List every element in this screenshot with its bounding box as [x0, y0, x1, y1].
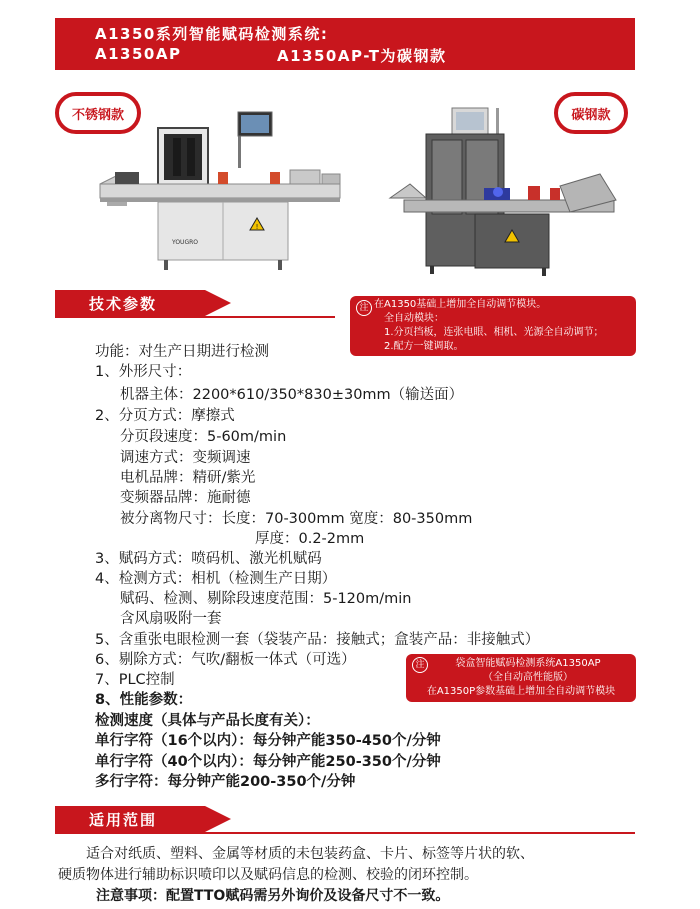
- spec-fan: 含风扇吸附一套: [120, 611, 222, 627]
- scope-line-2: 硬质物体进行辅助标识喷印以及赋码信息的检测、校验的闭环控制。: [58, 867, 478, 883]
- note2-line: 在A1350P参数基础上增加全自动调节模块: [426, 686, 616, 697]
- machine-illustration: [60, 88, 640, 288]
- note-icon-2: 注: [412, 657, 428, 673]
- spec-thickness: 厚度：0.2-2mm: [255, 531, 365, 547]
- note2-line: （全自动高性能版）: [483, 672, 573, 683]
- title-model-b: A1350AP-T为碳钢款: [277, 47, 447, 65]
- auto-module-note: [350, 296, 636, 356]
- scope-line-1: 适合对纸质、塑料、金属等材质的未包装药盒、卡片、标签等片状的软、: [86, 846, 534, 862]
- note-line: 全自动模块：: [384, 313, 444, 324]
- spec-object-size: 被分离物尺寸：长度：70-300mm 宽度：80-350mm: [120, 511, 473, 527]
- stainless-machine-image: [100, 112, 340, 270]
- spec-detect-speed: 检测速度（具体与产品长度有关）：: [95, 713, 320, 729]
- machine-photos: [60, 88, 640, 288]
- spec-motor-brand: 电机品牌：精研/紫光: [120, 470, 256, 486]
- spec-double-sheet: 5、含重张电眼检测一套（袋装产品：接触式；盒装产品：非接触式）: [95, 632, 540, 648]
- note-line: 2.配方一键调取。: [384, 341, 464, 352]
- spec-dimensions: 1、外形尺寸：: [95, 364, 192, 380]
- spec-single-16: 单行字符（16个以内）：每分钟产能350-450个/分钟: [95, 733, 441, 749]
- spec-plc: 7、PLC控制: [95, 672, 175, 688]
- spec-body-size: 机器主体：2200*610/350*830±30mm（输送面）: [120, 387, 464, 403]
- spec-paging-method: 2、分页方式：摩擦式: [95, 408, 235, 424]
- note-line: 在A1350基础上增加全自动调节模块。: [374, 299, 547, 310]
- scope-section-underline: [55, 832, 635, 834]
- note2-line: 袋盒智能赋码检测系统A1350AP: [455, 658, 601, 669]
- note-line: 1.分页挡板，连张电眼、相机、光源全自动调节；: [384, 327, 604, 338]
- tech-section-header: [55, 290, 205, 316]
- spec-multi-line: 多行字符：每分钟产能200-350个/分钟: [95, 774, 356, 790]
- title-banner: [55, 18, 635, 70]
- spec-reject-method: 6、剔除方式：气吹/翻板一体式（可选）: [95, 652, 356, 668]
- scope-section-title: 适用范围: [89, 810, 158, 829]
- spec-paging-speed: 分页段速度：5-60m/min: [120, 429, 287, 445]
- carbon-steel-badge: 碳钢款: [554, 92, 628, 134]
- spec-detection-method: 4、检测方式：相机（检测生产日期）: [95, 571, 337, 587]
- spec-speed-range: 赋码、检测、剔除段速度范围：5-120m/min: [120, 591, 412, 607]
- note-icon: 注: [356, 300, 372, 316]
- spec-inverter-brand: 变频器品牌：施耐德: [120, 490, 251, 506]
- spec-single-40: 单行字符（40个以内）：每分钟产能250-350个/分钟: [95, 754, 441, 770]
- brand-mark: YOUGRO: [172, 239, 198, 246]
- ap-version-note: [406, 654, 636, 702]
- spec-coding-method: 3、赋码方式：喷码机、激光机赋码: [95, 551, 322, 567]
- stainless-badge: 不锈钢款: [55, 92, 141, 134]
- spec-speed-control: 调速方式：变频调速: [120, 450, 251, 466]
- tech-section-title: 技术参数: [89, 294, 158, 313]
- spec-performance: 8、性能参数：: [95, 692, 193, 708]
- title-line-1: A1350系列智能赋码检测系统:: [95, 25, 329, 43]
- scope-section-header: [55, 806, 205, 832]
- spec-function: 功能：对生产日期进行检测: [95, 344, 269, 360]
- tech-section-underline: [55, 316, 335, 318]
- scope-notice: 注意事项：配置TTO赋码需另外询价及设备尺寸不一致。: [96, 888, 450, 904]
- svg-text:!: !: [255, 223, 259, 231]
- title-model-a: A1350AP: [95, 45, 182, 63]
